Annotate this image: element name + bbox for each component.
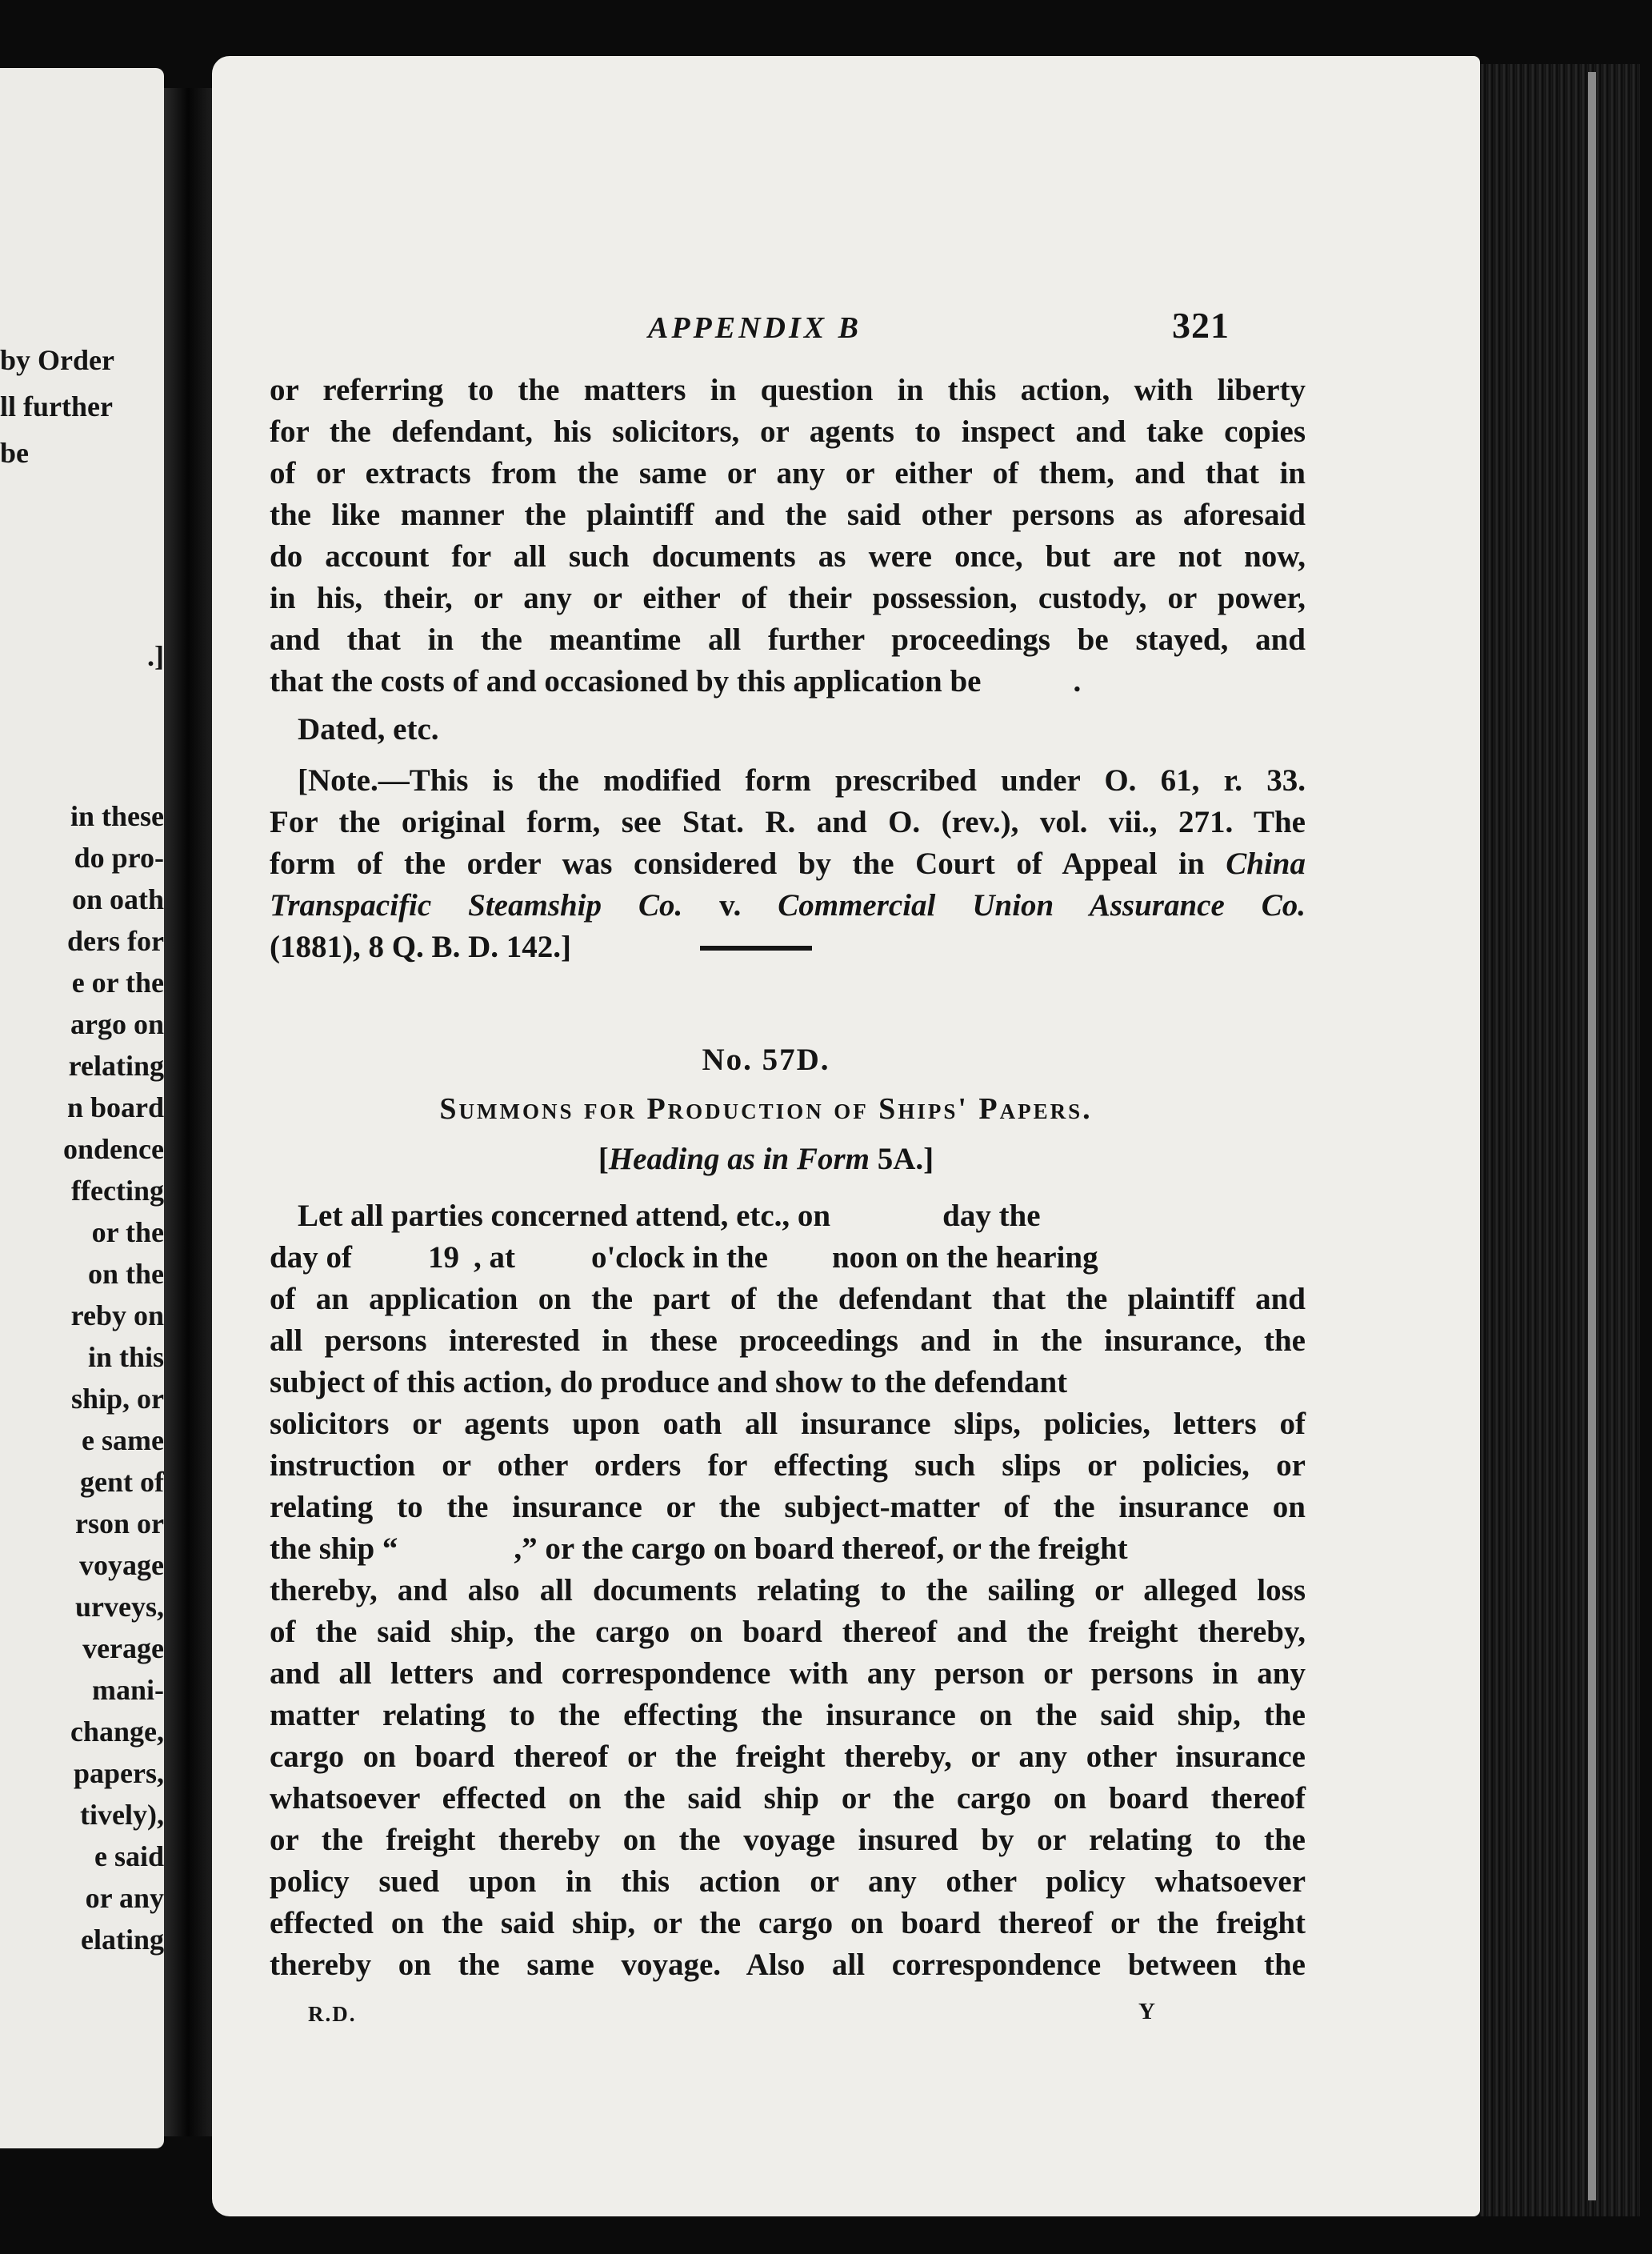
facing-page-line: gent of xyxy=(80,1466,164,1498)
text-line: of or extracts from the same or any or either of them, and that in xyxy=(270,456,1306,490)
text-line: relating to the insurance or the subject-matter of the insurance on xyxy=(270,1490,1306,1524)
book-page xyxy=(212,56,1480,2216)
note-line xyxy=(270,843,1306,885)
text-line: matter relating to the effecting the insurance on the said ship, the xyxy=(270,1698,1306,1732)
facing-page-line: papers, xyxy=(73,1757,164,1789)
text-fragment: ,” or the cargo on board thereof, or the freight xyxy=(514,1531,1128,1566)
text-line: and that in the meantime all further proceedings be stayed, and xyxy=(270,623,1306,657)
text-line: effected on the said ship, or the cargo on board thereof or the freight xyxy=(270,1906,1306,1940)
text-line: thereby, and also all documents relating to the sailing or alleged loss xyxy=(270,1573,1306,1607)
text-line: cargo on board thereof or the freight thereby, or any other insurance xyxy=(270,1740,1306,1774)
dated-line: Dated, etc. xyxy=(298,712,439,747)
case-name: Transpacific Steamship Co. xyxy=(270,888,683,923)
signature-mark: R.D. xyxy=(308,2002,357,2026)
text-line: the like manner the plaintiff and the said other persons as aforesaid xyxy=(270,498,1306,532)
case-name: China xyxy=(1226,847,1306,881)
facing-page-line: ll further xyxy=(0,390,113,422)
text-fragment: 5A.] xyxy=(870,1142,934,1176)
text-line: or referring to the matters in question in this action, with liberty xyxy=(270,373,1306,407)
facing-page-line: e same xyxy=(82,1424,164,1456)
facing-page-line: n board xyxy=(66,1091,164,1123)
form-number: No. 57D. xyxy=(702,1043,830,1077)
text-fragment: [ xyxy=(598,1142,609,1176)
facing-page-line: reby on xyxy=(70,1299,164,1331)
facing-page-line: ship, or xyxy=(70,1383,164,1415)
text-fragment: v. xyxy=(682,888,778,923)
facing-page-line: verage xyxy=(82,1632,164,1664)
facing-page-line: ders for xyxy=(67,925,164,957)
page-header xyxy=(212,305,1480,358)
facing-page-line: ondence xyxy=(63,1133,164,1165)
facing-page-line: in these xyxy=(70,800,164,832)
facing-page-line: argo on xyxy=(70,1008,164,1040)
facing-page-line: relating xyxy=(68,1050,164,1082)
text-line: all persons interested in these proceedings and in the insurance, the xyxy=(270,1323,1306,1358)
facing-page-line: change, xyxy=(70,1716,164,1748)
text-line: of the said ship, the cargo on board thereof and the freight thereby, xyxy=(270,1615,1306,1649)
text-fragment: Let all parties concerned attend, etc., on xyxy=(298,1199,831,1233)
section-rule xyxy=(700,946,812,951)
facing-page xyxy=(0,68,164,2148)
text-line xyxy=(270,661,1306,703)
book-gutter xyxy=(164,88,212,2136)
facing-page-line: be xyxy=(0,437,29,469)
facing-page-line: urveys, xyxy=(75,1591,164,1623)
text-fragment: o'clock in the xyxy=(590,1240,768,1275)
text-line: thereby on the same voyage. Also all correspondence between the xyxy=(270,1948,1306,1982)
text-fragment: , at xyxy=(473,1240,515,1275)
facing-page-line: or any xyxy=(85,1882,164,1914)
text-line: do account for all such documents as were once, but are not now, xyxy=(270,539,1306,574)
note-line: [Note.—This is the modified form prescribed under O. 61, r. 33. xyxy=(298,763,1306,798)
text-line xyxy=(298,1195,1306,1237)
running-head: APPENDIX B xyxy=(648,311,862,345)
signature-letter: Y xyxy=(1138,1999,1155,2024)
text-line xyxy=(270,1528,1306,1570)
text-fragment: form of the order was considered by the Court of Appeal in xyxy=(270,847,1226,881)
text-fragment: that the costs of and occasioned by this application be xyxy=(270,664,982,699)
text-fragment: 19 xyxy=(427,1240,459,1275)
text-line xyxy=(270,1237,1306,1279)
text-line: of an application on the part of the defendant that the plaintiff and xyxy=(270,1282,1306,1316)
facing-page-line: mani- xyxy=(92,1674,164,1706)
note-line: For the original form, see Stat. R. and O. (rev.), vol. vii., 271. The xyxy=(270,805,1306,839)
facing-page-line: ffecting xyxy=(71,1175,164,1207)
text-line: whatsoever effected on the said ship or the cargo on board thereof xyxy=(270,1781,1306,1816)
facing-page-line: e said xyxy=(94,1840,164,1872)
page-number: 321 xyxy=(1172,305,1230,346)
form-heading xyxy=(212,1141,1320,1177)
text-line: solicitors or agents upon oath all insurance slips, policies, letters of xyxy=(270,1407,1306,1441)
facing-page-line: on the xyxy=(87,1258,164,1290)
text-fragment: . xyxy=(1073,664,1082,699)
text-fragment: day of xyxy=(270,1240,352,1275)
page-edge-highlight xyxy=(1588,72,1596,2200)
text-line: instruction or other orders for effecting such slips or policies, or xyxy=(270,1448,1306,1483)
facing-page-line: do pro- xyxy=(74,842,164,874)
note-line xyxy=(270,885,1306,927)
facing-page-line: on oath xyxy=(71,883,164,915)
facing-page-line: in this xyxy=(87,1341,164,1373)
text-line: policy sued upon in this action or any other policy whatsoever xyxy=(270,1864,1306,1899)
text-line: in his, their, or any or either of their possession, custody, or power, xyxy=(270,581,1306,615)
facing-page-line: elating xyxy=(81,1924,164,1956)
facing-page-line: rson or xyxy=(75,1507,164,1539)
text-line: or the freight thereby on the voyage insured by or relating to the xyxy=(270,1823,1306,1857)
text-fragment: the ship “ xyxy=(270,1531,398,1566)
facing-page-line: voyage xyxy=(79,1549,164,1581)
facing-page-line: or the xyxy=(91,1216,164,1248)
text-line: for the defendant, his solicitors, or agents to inspect and take copies xyxy=(270,414,1306,449)
page-edges xyxy=(1480,64,1640,2216)
facing-page-line: .] xyxy=(147,640,164,672)
text-fragment: Heading as in Form xyxy=(608,1142,870,1176)
text-line: subject of this action, do produce and show to the defendant xyxy=(270,1365,1068,1399)
note-line: (1881), 8 Q. B. D. 142.] xyxy=(270,930,571,964)
form-title: Summons for Production of Ships' Papers. xyxy=(439,1092,1093,1126)
facing-page-line: e or the xyxy=(71,967,164,999)
facing-page-line: tively), xyxy=(80,1799,164,1831)
text-fragment: noon on the hearing xyxy=(831,1240,1098,1275)
facing-page-line: by Order xyxy=(0,344,114,376)
case-name: Commercial Union Assurance Co. xyxy=(778,888,1306,923)
text-line: and all letters and correspondence with any person or persons in any xyxy=(270,1656,1306,1691)
text-fragment: day the xyxy=(942,1199,1041,1233)
